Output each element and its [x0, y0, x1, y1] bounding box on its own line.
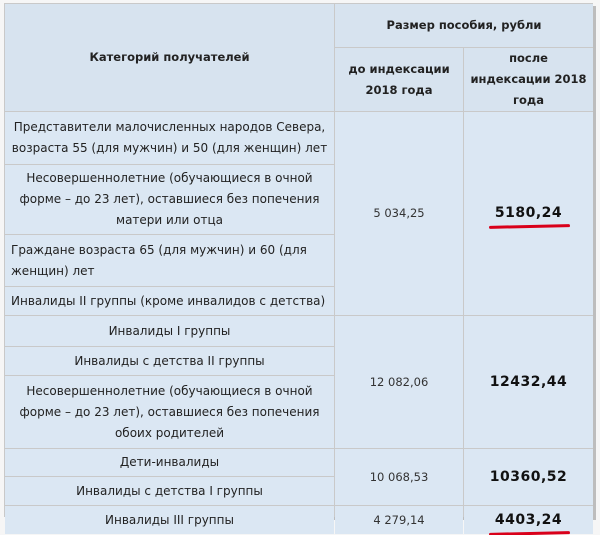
- category-cell: Граждане возраста 65 (для мужчин) и 60 (для женщин) лет: [5, 235, 334, 286]
- table-row: [5, 449, 593, 476]
- benefits-table: [4, 3, 594, 535]
- before-value: 5 034,25: [335, 112, 463, 315]
- after-value-cell: [464, 112, 593, 315]
- category-cell: Несовершеннолетние (обучающиеся в очной форме – до 23 лет), оставшиеся без попечения матери или отца: [5, 165, 334, 234]
- after-value: 4403,24: [495, 510, 562, 531]
- table-frame: [4, 3, 593, 528]
- header-before-indexation: до индексации 2018 года: [335, 48, 463, 111]
- category-cell: Представители малочисленных народов Севера, возраста 55 (для мужчин) и 50 (для женщин) лет: [5, 112, 334, 164]
- category-cell: Инвалиды с детства II группы: [5, 347, 334, 375]
- after-value: 5180,24: [495, 203, 562, 224]
- after-value-cell: [464, 506, 593, 534]
- after-value-cell: [464, 449, 593, 505]
- after-value-cell: [464, 316, 593, 448]
- header-after-indexation: после индексации 2018 года: [464, 48, 593, 111]
- after-value: 10360,52: [489, 468, 568, 485]
- before-value: 12 082,06: [335, 316, 463, 448]
- table-row: [5, 506, 593, 534]
- category-cell: Инвалиды I группы: [5, 316, 334, 346]
- before-value: 4 279,14: [335, 506, 463, 534]
- table-row: [5, 316, 593, 346]
- before-value: 10 068,53: [335, 449, 463, 505]
- header-benefit-size: Размер пособия, рубли: [335, 4, 593, 47]
- category-cell: Дети-инвалиды: [5, 449, 334, 476]
- after-value: 12432,44: [489, 373, 568, 390]
- category-cell: Инвалиды с детства I группы: [5, 477, 334, 505]
- category-cell: Инвалиды II группы (кроме инвалидов с детства): [5, 287, 334, 315]
- table-row: [5, 112, 593, 164]
- category-cell: Инвалиды III группы: [5, 506, 334, 534]
- header-category: Категорий получателей: [5, 4, 334, 111]
- category-cell: Несовершеннолетние (обучающиеся в очной форме – до 23 лет), оставшиеся без попечения обоих родителей: [5, 376, 334, 448]
